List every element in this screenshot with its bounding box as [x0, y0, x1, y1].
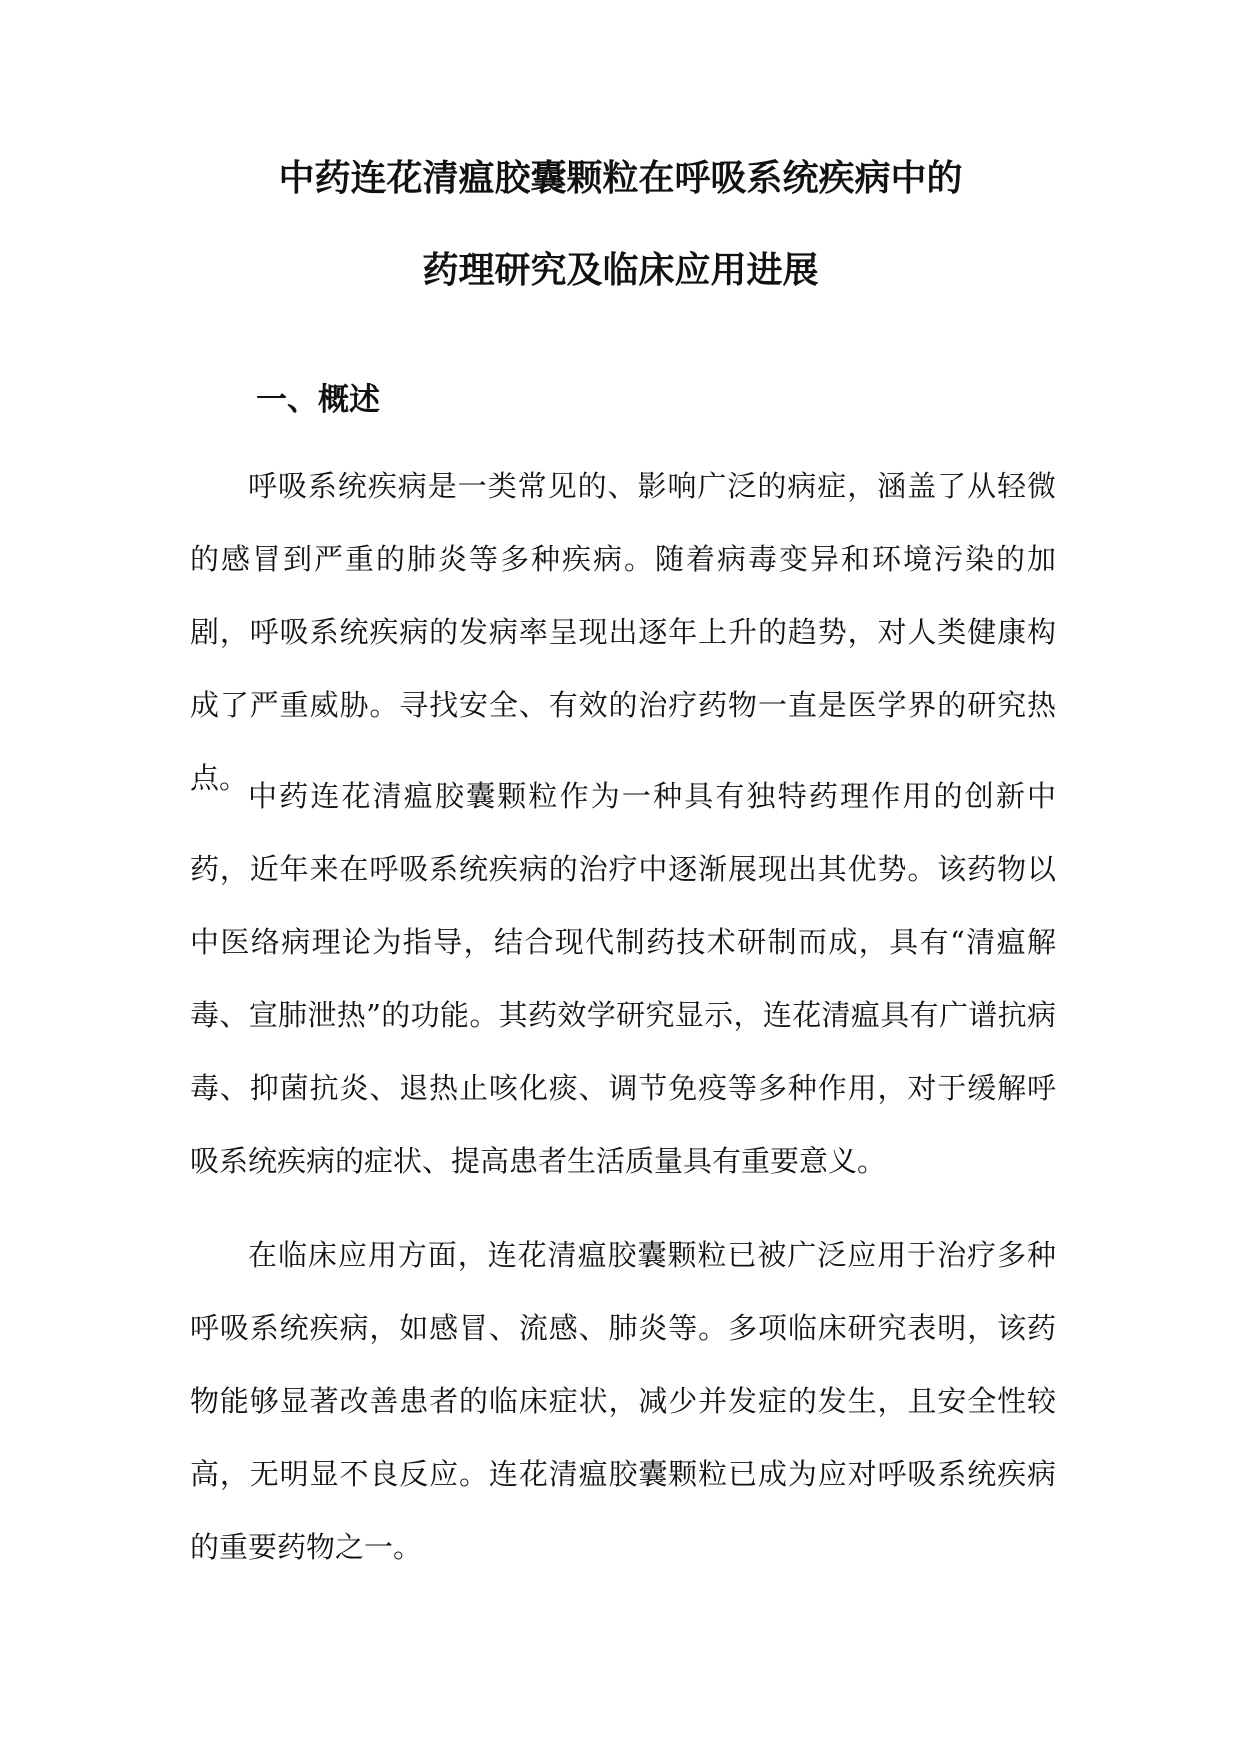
section-heading: 一、概述 [256, 382, 380, 418]
paragraph-2: 中药连花清瘟胶囊颗粒作为一种具有独特药理作用的创新中药，近年来在呼吸系统疾病的治疗中逐渐展现出其优势。该药物以中医络病理论为指导，结合现代制药技术研制而成，具有“清瘟解毒、宣肺泄热”的功能。其药效学研究显示，连花清瘟具有广谱抗病毒、抑菌抗炎、退热止咳化痰、调节免疫等多种作用，对于缓解呼吸系统疾病的症状、提高患者生活质量具有重要意义。 [190, 779, 1056, 1178]
document-title-line-1: 中药连花清瘟胶囊颗粒在呼吸系统疾病中的 [278, 158, 963, 199]
document-title-line-2: 药理研究及临床应用进展 [422, 250, 819, 291]
paragraph-1: 呼吸系统疾病是一类常见的、影响广泛的病症，涵盖了从轻微的感冒到严重的肺炎等多种疾病。随着病毒变异和环境污染的加剧，呼吸系统疾病的发病率呈现出逐年上升的趋势，对人类健康构成了严重威胁。寻找安全、有效的治疗药物一直是医学界的研究热点。 [190, 469, 1056, 795]
paragraph-3: 在临床应用方面，连花清瘟胶囊颗粒已被广泛应用于治疗多种呼吸系统疾病，如感冒、流感、肺炎等。多项临床研究表明，该药物能够显著改善患者的临床症状，减少并发症的发生，且安全性较高，无明显不良反应。连花清瘟胶囊颗粒已成为应对呼吸系统疾病的重要药物之一。 [190, 1238, 1056, 1564]
